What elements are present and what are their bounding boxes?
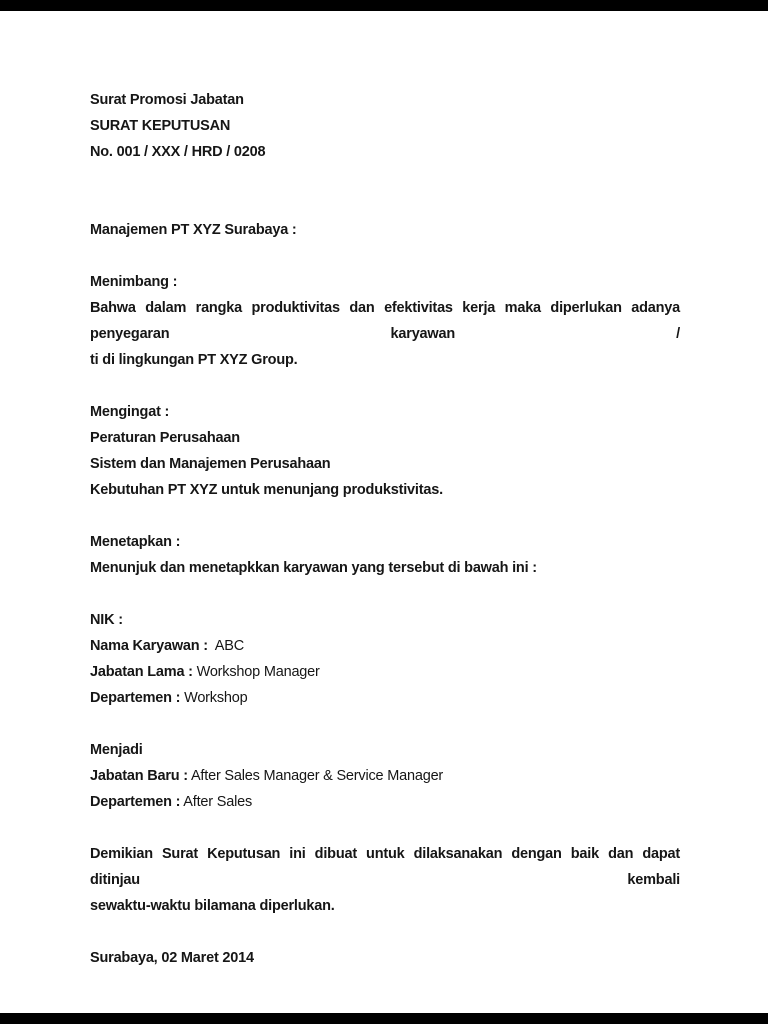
- label-text: Departemen :: [90, 690, 181, 706]
- closing-paragraph-line: [90, 893, 680, 919]
- field-nik: [90, 607, 680, 633]
- body-line: [90, 477, 680, 503]
- place-date-line: [90, 945, 680, 971]
- value-text: ABC: [207, 638, 244, 654]
- section-heading-menimbang: [90, 269, 680, 295]
- label-text: Nama Karyawan :: [90, 638, 208, 654]
- section-heading-menetapkan: [90, 529, 680, 555]
- label-text: ti di lingkungan PT XYZ Group.: [90, 352, 298, 368]
- field-departemen-baru: [90, 789, 680, 815]
- body-line: [90, 347, 680, 373]
- document-body: [90, 0, 680, 971]
- value-text: After Sales: [180, 794, 253, 810]
- label-text: Jabatan Baru :: [90, 768, 188, 784]
- doc-number-line: [90, 139, 680, 165]
- label-text: Kebutuhan PT XYZ untuk menunjang produkstivitas.: [90, 482, 443, 498]
- label-text: sewaktu-waktu bilamana diperlukan.: [90, 898, 335, 914]
- closing-paragraph-line: [90, 841, 680, 893]
- label-text: Surat Promosi Jabatan: [90, 92, 244, 108]
- body-line: [90, 425, 680, 451]
- section-heading-menjadi: [90, 737, 680, 763]
- label-text: Menunjuk dan menetapkkan karyawan yang tersebut di bawah ini :: [90, 560, 537, 576]
- label-text: Menetapkan :: [90, 534, 181, 550]
- body-line: [90, 295, 680, 347]
- body-line: [90, 451, 680, 477]
- label-text: Jabatan Lama :: [90, 664, 193, 680]
- label-text: Peraturan Perusahaan: [90, 430, 240, 446]
- body-line: [90, 555, 680, 581]
- doc-title-line: [90, 113, 680, 139]
- label-text: Menjadi: [90, 742, 143, 758]
- value-text: After Sales Manager & Service Manager: [187, 768, 444, 784]
- label-text: Manajemen PT XYZ Surabaya :: [90, 222, 297, 238]
- value-text: Workshop Manager: [192, 664, 320, 680]
- label-text: Mengingat :: [90, 404, 170, 420]
- bottom-letterbox-bar: [0, 1013, 768, 1024]
- field-jabatan-lama: [90, 659, 680, 685]
- label-text: Sistem dan Manajemen Perusahaan: [90, 456, 331, 472]
- label-text: Menimbang :: [90, 274, 178, 290]
- section-heading-mengingat: [90, 399, 680, 425]
- label-text: No. 001 / XXX / HRD / 0208: [90, 144, 266, 160]
- label-text: Bahwa dalam rangka produktivitas dan efektivitas kerja maka diperlukan adanya penyegaran karyawan /: [90, 300, 680, 342]
- label-text: SURAT KEPUTUSAN: [90, 118, 231, 134]
- field-nama-karyawan: [90, 633, 680, 659]
- field-departemen-lama: [90, 685, 680, 711]
- label-text: Surabaya, 02 Maret 2014: [90, 950, 254, 966]
- value-text: Workshop: [180, 690, 248, 706]
- label-text: Departemen :: [90, 794, 181, 810]
- doc-subject-line: [90, 87, 680, 113]
- doc-addressee-line: [90, 217, 680, 243]
- label-text: Demikian Surat Keputusan ini dibuat untuk dilaksanakan dengan baik dan dapat ditinjau kembali: [90, 846, 680, 888]
- label-text: NIK :: [90, 612, 123, 628]
- field-jabatan-baru: [90, 763, 680, 789]
